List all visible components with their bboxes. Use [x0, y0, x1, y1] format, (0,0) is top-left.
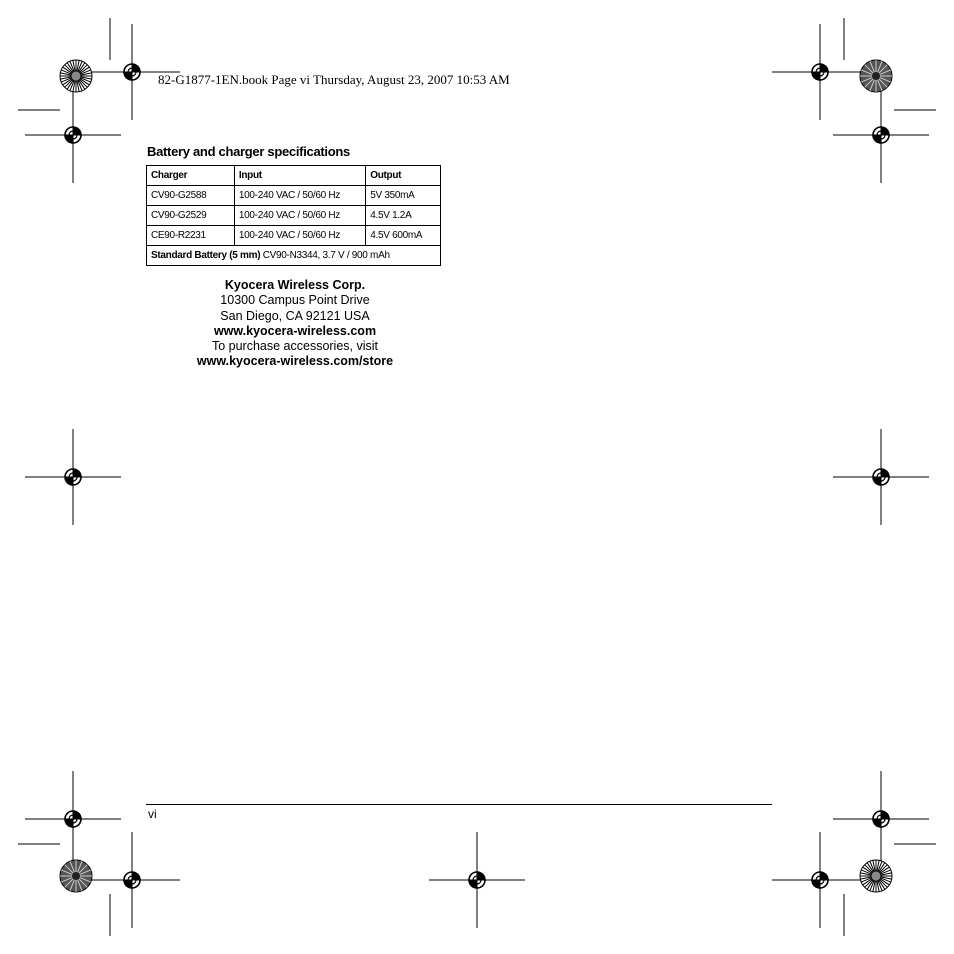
star-target-icon	[60, 60, 92, 92]
table-row	[147, 186, 441, 206]
company-website-link[interactable]: www.kyocera-wireless.com	[213, 323, 377, 338]
output-cell: 5V 350mA	[366, 186, 441, 206]
star-target-icon	[860, 860, 892, 892]
section-title: Battery and charger specifications	[147, 144, 350, 159]
store-url-link[interactable]: www.kyocera-wireless.com/store	[196, 354, 394, 369]
registration-mark-icon	[429, 832, 525, 928]
star-target-icon	[860, 60, 892, 92]
company-contact-block	[170, 278, 420, 370]
charger-cell: CV90-G2588	[147, 186, 235, 206]
table-row	[147, 206, 441, 226]
footer-divider	[146, 804, 772, 805]
battery-label: Standard Battery (5 mm)	[151, 250, 261, 261]
table-row	[147, 226, 441, 246]
charger-cell: CV90-G2529	[147, 206, 235, 226]
registration-mark-icon	[833, 87, 929, 183]
registration-mark-icon	[833, 771, 929, 867]
column-header-output: Output	[366, 166, 441, 186]
table-header-row	[147, 166, 441, 186]
input-cell: 100-240 VAC / 50/60 Hz	[234, 206, 365, 226]
battery-value: CV90-N3344, 3.7 V / 900 mAh	[260, 250, 390, 261]
registration-mark-icon	[84, 832, 180, 928]
battery-cell	[147, 246, 441, 266]
star-target-icon	[60, 860, 92, 892]
purchase-note: To purchase accessories, visit	[211, 339, 379, 354]
column-header-input: Input	[234, 166, 365, 186]
company-name: Kyocera Wireless Corp.	[224, 278, 366, 292]
registration-mark-icon	[25, 429, 121, 525]
company-city: San Diego, CA 92121 USA	[220, 308, 370, 323]
battery-row	[147, 246, 441, 266]
battery-charger-spec-table	[146, 165, 441, 266]
registration-mark-icon	[772, 832, 868, 928]
print-header: 82-G1877-1EN.book Page vi Thursday, August 23, 2007 10:53 AM	[158, 72, 510, 87]
input-cell: 100-240 VAC / 50/60 Hz	[234, 186, 365, 206]
registration-mark-icon	[25, 87, 121, 183]
company-street: 10300 Campus Point Drive	[220, 293, 370, 308]
registration-mark-icon	[772, 24, 868, 120]
registration-mark-icon	[833, 429, 929, 525]
output-cell: 4.5V 600mA	[366, 226, 441, 246]
registration-mark-icon	[25, 771, 121, 867]
page-number: vi	[148, 807, 157, 821]
output-cell: 4.5V 1.2A	[366, 206, 441, 226]
input-cell: 100-240 VAC / 50/60 Hz	[234, 226, 365, 246]
column-header-charger: Charger	[147, 166, 235, 186]
charger-cell: CE90-R2231	[147, 226, 235, 246]
